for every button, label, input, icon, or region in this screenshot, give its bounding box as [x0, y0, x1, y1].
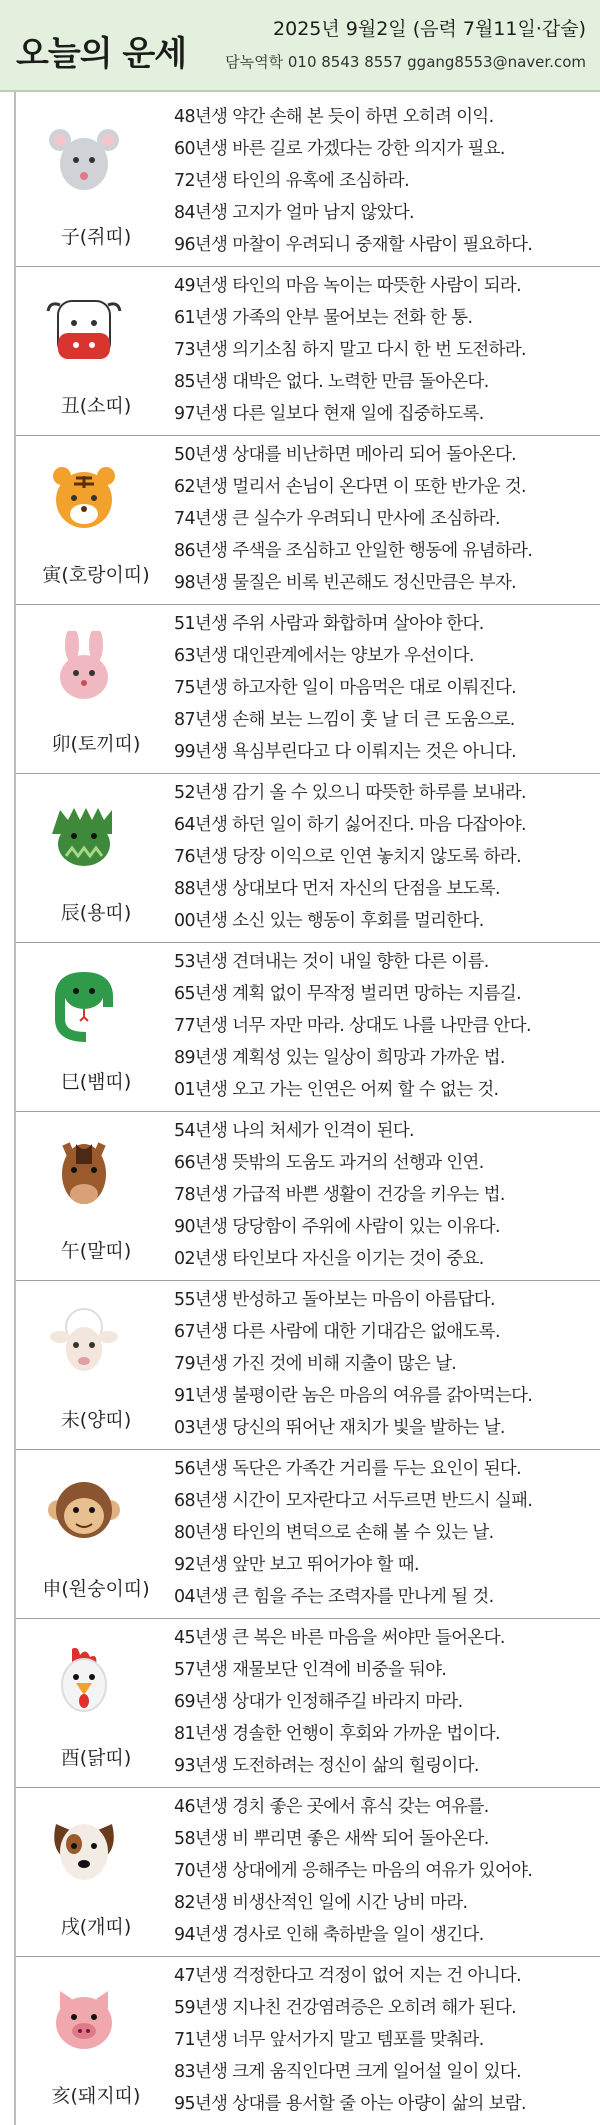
zodiac-icon-box [16, 774, 166, 942]
contact-line: 담녹역학 010 8543 8557 ggang8553@naver.com [225, 53, 586, 71]
pig-icon [46, 1983, 126, 2057]
zodiac-row [16, 774, 600, 943]
fortune-line: 61년생 가족의 안부 물어보는 전화 한 통. [174, 308, 473, 328]
fortune-line: 74년생 큰 실수가 우려되니 만사에 조심하라. [174, 509, 500, 529]
fortune-line: 65년생 계획 없이 무작정 벌리면 망하는 지름길. [174, 984, 522, 1004]
fortune-lines [174, 270, 594, 430]
zodiac-row [16, 98, 600, 267]
fortune-line: 92년생 앞만 보고 뛰어가야 할 때. [174, 1555, 419, 1575]
ox-icon [46, 293, 126, 367]
fortune-line: 68년생 시간이 모자란다고 서두르면 반드시 실패. [174, 1491, 533, 1511]
fortune-line: 75년생 하고자한 일이 마음먹은 대로 이뤄진다. [174, 678, 517, 698]
fortune-line: 60년생 바른 길로 가겠다는 강한 의지가 필요. [174, 139, 505, 159]
fortune-line: 73년생 의기소침 하지 말고 다시 한 번 도전하라. [174, 340, 526, 360]
zodiac-icon-box [16, 605, 166, 773]
fortune-line: 71년생 너무 앞서가지 말고 템포를 맞춰라. [174, 2030, 484, 2050]
zodiac-name: 午(말띠) [60, 1240, 132, 1262]
fortune-line: 88년생 상대보다 먼저 자신의 단점을 보도록. [174, 879, 500, 899]
fortune-line: 89년생 계획성 있는 일상이 희망과 가까운 법. [174, 1048, 505, 1068]
fortune-line: 53년생 견뎌내는 것이 내일 향한 다른 이름. [174, 952, 489, 972]
zodiac-row [16, 1281, 600, 1450]
fortune-line: 90년생 당당함이 주위에 사람이 있는 이유다. [174, 1217, 500, 1237]
page-title: 오늘의 운세 [16, 34, 187, 74]
zodiac-row [16, 436, 600, 605]
fortune-line: 78년생 가급적 바쁜 생활이 건강을 키우는 법. [174, 1185, 505, 1205]
fortune-lines [174, 777, 594, 937]
zodiac-icon-box [16, 1112, 166, 1280]
fortune-line: 85년생 대박은 없다. 노력한 만큼 돌아온다. [174, 372, 489, 392]
fortune-line: 45년생 큰 복은 바른 마음을 써야만 들어온다. [174, 1628, 505, 1648]
fortune-line: 79년생 가진 것에 비해 지출이 많은 날. [174, 1354, 457, 1374]
header-info [225, 14, 586, 72]
fortune-line: 83년생 크게 움직인다면 크게 일어설 일이 있다. [174, 2062, 522, 2082]
fortune-line: 69년생 상대가 인정해주길 바라지 마라. [174, 1692, 463, 1712]
zodiac-name: 巳(뱀띠) [60, 1071, 132, 1093]
fortune-lines [174, 439, 594, 599]
fortune-line: 49년생 타인의 마음 녹이는 따뜻한 사람이 되라. [174, 276, 522, 296]
zodiac-icon-box [16, 267, 166, 435]
fortune-line: 97년생 다른 일보다 현재 일에 집중하도록. [174, 404, 484, 424]
sheep-icon [46, 1307, 126, 1381]
fortune-lines [174, 1453, 594, 1613]
zodiac-icon-box [16, 1957, 166, 2125]
fortune-line: 51년생 주위 사람과 화합하며 살아야 한다. [174, 614, 484, 634]
fortune-line: 84년생 고지가 얼마 남지 않았다. [174, 203, 414, 223]
fortune-line: 76년생 당장 이익으로 인연 놓치지 않도록 하라. [174, 847, 522, 867]
fortune-lines [174, 1284, 594, 1444]
rat-icon [46, 124, 126, 198]
fortune-line: 57년생 재물보단 인격에 비중을 둬야. [174, 1660, 447, 1680]
fortune-line: 95년생 상대를 용서할 줄 아는 아량이 삶의 보람. [174, 2094, 526, 2114]
zodiac-icon-box [16, 1619, 166, 1787]
fortune-line: 66년생 뜻밖의 도움도 과거의 선행과 인연. [174, 1153, 484, 1173]
fortune-line: 02년생 타인보다 자신을 이기는 것이 중요. [174, 1249, 484, 1269]
fortune-lines [174, 608, 594, 768]
fortune-line: 63년생 대인관계에서는 양보가 우선이다. [174, 646, 474, 666]
date-line: 2025년 9월2일 (음력 7월11일·갑술) [273, 18, 586, 40]
fortune-line: 96년생 마찰이 우려되니 중재할 사람이 필요하다. [174, 235, 533, 255]
zodiac-row [16, 1957, 600, 2125]
fortune-line: 99년생 욕심부린다고 다 이뤄지는 것은 아니다. [174, 742, 517, 762]
fortune-line: 46년생 경치 좋은 곳에서 휴식 갖는 여유를. [174, 1797, 489, 1817]
fortune-line: 98년생 물질은 비록 빈곤해도 정신만큼은 부자. [174, 573, 517, 593]
zodiac-icon-box [16, 98, 166, 266]
fortune-line: 04년생 큰 힘을 주는 조력자를 만나게 될 것. [174, 1587, 494, 1607]
fortune-line: 55년생 반성하고 돌아보는 마음이 아름답다. [174, 1290, 495, 1310]
tiger-icon [46, 462, 126, 536]
rooster-icon [46, 1645, 126, 1719]
fortune-line: 48년생 약간 손해 본 듯이 하면 오히려 이익. [174, 107, 494, 127]
fortune-line: 58년생 비 뿌리면 좋은 새싹 되어 돌아온다. [174, 1829, 489, 1849]
zodiac-row [16, 943, 600, 1112]
zodiac-icon-box [16, 436, 166, 604]
fortune-line: 01년생 오고 가는 인연은 어찌 할 수 없는 것. [174, 1080, 499, 1100]
fortune-line: 54년생 나의 처세가 인격이 된다. [174, 1121, 414, 1141]
zodiac-row [16, 1112, 600, 1281]
zodiac-row [16, 1450, 600, 1619]
fortune-line: 50년생 상대를 비난하면 메아리 되어 돌아온다. [174, 445, 517, 465]
zodiac-name: 酉(닭띠) [60, 1747, 132, 1769]
zodiac-name: 丑(소띠) [60, 395, 132, 417]
fortune-line: 59년생 지나친 건강염려증은 오히려 해가 된다. [174, 1998, 517, 2018]
zodiac-row [16, 267, 600, 436]
zodiac-icon-box [16, 943, 166, 1111]
zodiac-name: 未(양띠) [60, 1409, 132, 1431]
dragon-icon [46, 800, 126, 874]
zodiac-name: 子(쥐띠) [60, 226, 132, 248]
fortune-line: 52년생 감기 올 수 있으니 따뜻한 하루를 보내라. [174, 783, 526, 803]
zodiac-icon-box [16, 1281, 166, 1449]
zodiac-name: 申(원숭이띠) [42, 1578, 150, 1600]
fortune-line: 00년생 소신 있는 행동이 후회를 멀리한다. [174, 911, 484, 931]
fortune-line: 64년생 하던 일이 하기 싫어진다. 마음 다잡아야. [174, 815, 526, 835]
header [0, 0, 600, 92]
fortune-lines [174, 1791, 594, 1951]
zodiac-row [16, 1788, 600, 1957]
fortune-lines [174, 1960, 594, 2120]
fortune-line: 62년생 멀리서 손님이 온다면 이 또한 반가운 것. [174, 477, 526, 497]
zodiac-name: 卯(토끼띠) [51, 733, 141, 755]
fortune-line: 91년생 불평이란 놈은 마음의 여유를 갉아먹는다. [174, 1386, 533, 1406]
fortune-line: 93년생 도전하려는 정신이 삶의 힐링이다. [174, 1756, 479, 1776]
fortune-line: 56년생 독단은 가족간 거리를 두는 요인이 된다. [174, 1459, 522, 1479]
horse-icon [46, 1138, 126, 1212]
fortune-line: 82년생 비생산적인 일에 시간 낭비 마라. [174, 1893, 468, 1913]
fortune-line: 67년생 다른 사람에 대한 기대감은 없애도록. [174, 1322, 500, 1342]
fortune-lines [174, 1115, 594, 1275]
fortune-lines [174, 1622, 594, 1782]
fortune-line: 03년생 당신의 뛰어난 재치가 빛을 발하는 날. [174, 1418, 505, 1438]
zodiac-name: 戌(개띠) [60, 1916, 132, 1938]
rabbit-icon [46, 631, 126, 705]
zodiac-name: 辰(용띠) [60, 902, 132, 924]
fortune-lines [174, 101, 594, 261]
zodiac-name: 寅(호랑이띠) [42, 564, 150, 586]
zodiac-icon-box [16, 1450, 166, 1618]
fortune-line: 80년생 타인의 변덕으로 손해 볼 수 있는 날. [174, 1523, 494, 1543]
fortune-line: 70년생 상대에게 응해주는 마음의 여유가 있어야. [174, 1861, 533, 1881]
fortune-line: 81년생 경솔한 언행이 후회와 가까운 법이다. [174, 1724, 500, 1744]
fortune-line: 77년생 너무 자만 마라. 상대도 나를 나만큼 안다. [174, 1016, 531, 1036]
fortune-line: 94년생 경사로 인해 축하받을 일이 생긴다. [174, 1925, 484, 1945]
monkey-icon [46, 1476, 126, 1550]
zodiac-list [14, 92, 600, 2125]
fortune-lines [174, 946, 594, 1106]
zodiac-name: 亥(돼지띠) [51, 2085, 141, 2107]
fortune-line: 47년생 걱정한다고 걱정이 없어 지는 건 아니다. [174, 1966, 522, 1986]
fortune-line: 87년생 손해 보는 느낌이 훗 날 더 큰 도움으로. [174, 710, 515, 730]
zodiac-icon-box [16, 1788, 166, 1956]
zodiac-row [16, 605, 600, 774]
zodiac-row [16, 1619, 600, 1788]
fortune-line: 72년생 타인의 유혹에 조심하라. [174, 171, 410, 191]
fortune-line: 86년생 주색을 조심하고 안일한 행동에 유념하라. [174, 541, 533, 561]
dog-icon [46, 1814, 126, 1888]
snake-icon [46, 969, 126, 1043]
